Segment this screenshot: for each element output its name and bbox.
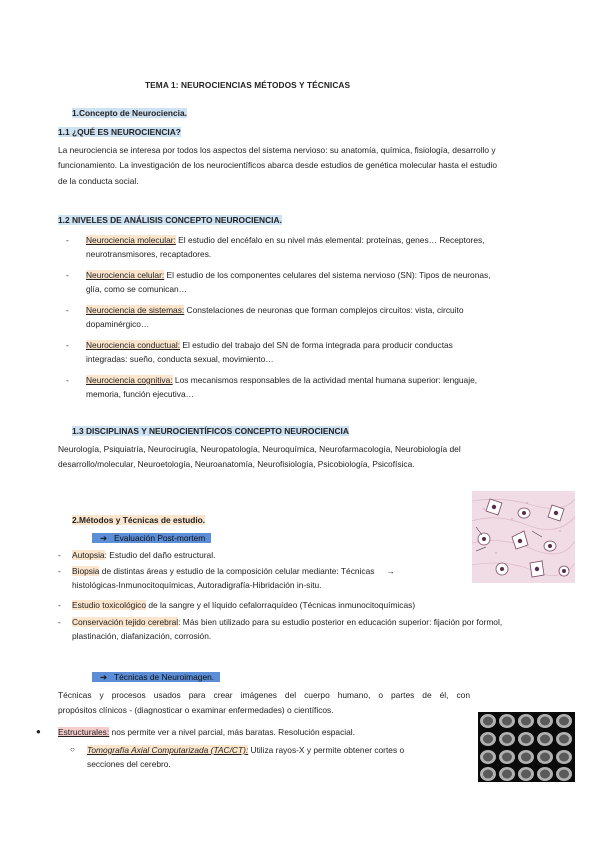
bullet-circle-icon: ○ <box>70 745 75 754</box>
list-item: - Autopsia: Estudio del daño estructural. <box>58 550 216 560</box>
bullet-dot-icon: ● <box>36 727 41 736</box>
list-item: - Conservación tejido cerebral: Más bien utilizado para su estudio posterior en educación superior: fijación por formol, plastinación, diafanización, corrosión. <box>58 617 503 642</box>
histology-image <box>472 491 575 583</box>
tac-item: ○ Tomografía Axial Computarizada (TAC/CT): Utiliza rayos-X y permite obtener cortes o secciones del cerebro. <box>60 742 480 773</box>
levels-list <box>62 232 562 407</box>
level-term: Neurociencia cognitiva: <box>86 375 173 385</box>
sub1-line: de la conducta social. <box>58 175 139 186</box>
sub1-line: La neurociencia se interesa por todos los aspectos del sistema nervioso: su anatomía, química, fisiología, desarrollo y <box>58 145 496 155</box>
sub1-line: funcionamiento. La investigación de los neurocientíficos abarca desde estudios de genética molecular hasta el estudio <box>58 160 498 171</box>
histology-illustration <box>472 491 575 583</box>
sub3-line: Neurología, Psiquiatría, Neurocirugía, Neuropatología, Neuroquímica, Neurofarmacología, Neurobiología del <box>58 444 461 454</box>
level-term: Neurociencia celular: <box>86 270 165 280</box>
sub3-paragraph <box>58 441 562 473</box>
sub3-heading: 1.3 DISCIPLINAS Y NEUROCIENTÍFICOS CONCEPTO NEUROCIENCIA <box>72 426 349 436</box>
list-item: - Neurociencia molecular: El estudio del encéfalo en su nivel más elemental: proteínas, genes… Receptores, neurotransmisores, recaptadores. <box>66 235 485 260</box>
list-item: - Neurociencia cognitiva: Los mecanismos responsables de la actividad mental humana superior: lenguaje, memoria, función ejecutiva… <box>66 375 478 400</box>
section1-heading: 1.Concepto de Neurociencia. <box>72 108 187 118</box>
level-term: Neurociencia conductual: <box>86 340 181 350</box>
list-item: - Estudio toxicológico de la sangre y el líquido cefalorraquídeo (Técnicas inmunocitoquímicas) <box>58 600 416 610</box>
list-item: - Neurociencia celular: El estudio de los componentes celulares del sistema nervioso (SN): Tipos de neuronas, glía, como se comunican… <box>66 270 491 295</box>
postmortem-label: ➔ Evaluación Post-mortem <box>92 530 211 546</box>
sub1-heading: 1.1 ¿QUÉ ES NEUROCIENCIA? <box>58 127 181 137</box>
arrow-icon: → <box>386 566 395 576</box>
list-item: - Biopsia de distintas áreas y estudio de la composición celular mediante: Técnicas → histológicas-Inmunocitoquímicas, Autoradigrafía-Hibridación in-situ. <box>58 566 395 591</box>
section2-heading: 2.Métodos y Técnicas de estudio. <box>72 515 206 525</box>
level-term: Neurociencia de sistemas: <box>86 305 185 315</box>
neuroimagen-label: ➔ Técnicas de Neuroimagen. <box>92 669 220 685</box>
sub2-heading: 1.2 NIVELES DE ANÁLISIS CONCEPTO NEUROCIENCIA. <box>58 215 282 225</box>
ct-scan-image <box>478 712 575 782</box>
list-item: - Neurociencia conductual: El estudio del trabajo del SN de forma integrada para producir conductas integradas: sueño, conducta sexual, movimiento… <box>66 340 453 365</box>
level-term: Neurociencia molecular: <box>86 235 176 245</box>
sub3-line: desarrollo/molecular, Neuroetología, Neuroanatomía, Neurofisiología, Psicobiología, Psicofísica. <box>58 459 415 470</box>
neuroimagen-paragraph: Técnicas y procesos usados para crear imágenes del cuerpo humano, o partes de él, con propósitos clínicos - (diagnosticar o examinar enfermedades) o científicos. <box>58 690 470 716</box>
arrow-icon: ➔ <box>100 672 108 682</box>
list-item: - Neurociencia de sistemas: Constelaciones de neuronas que forman complejos circuitos: vista, circuito dopaminérgico… <box>66 305 464 330</box>
page-title: TEMA 1: NEUROCIENCIAS MÉTODOS Y TÉCNICAS <box>145 80 351 90</box>
estructurales-item: ● Estructurales: nos permite ver a nivel parcial, más baratas. Resolución espacial. <box>38 724 355 740</box>
arrow-icon: ➔ <box>100 533 108 543</box>
sub1-paragraph <box>58 142 562 189</box>
ct-scan-illustration <box>478 712 575 782</box>
